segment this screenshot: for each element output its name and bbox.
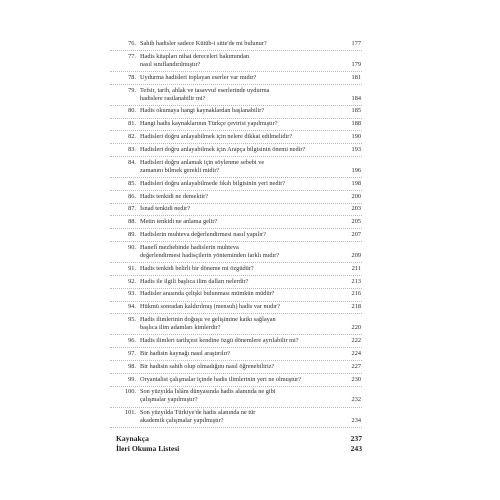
entry-page-number: 222 bbox=[351, 337, 361, 344]
entry-number: 99. bbox=[128, 375, 136, 383]
entry-page-number: 232 bbox=[351, 396, 361, 404]
entry-page-number: 220 bbox=[351, 324, 361, 332]
entry-divider bbox=[110, 241, 362, 242]
entry-title bbox=[140, 231, 330, 239]
entry-title bbox=[140, 133, 330, 141]
entry-title bbox=[140, 376, 330, 384]
entry-divider bbox=[110, 301, 362, 302]
entry-title bbox=[140, 388, 330, 404]
entry-title-line: Tefsir, tarih, ahlak ve tasavvuf eserlerinde uydurma bbox=[140, 86, 270, 94]
entry-divider bbox=[110, 156, 362, 157]
entry-page-number: 200 bbox=[351, 192, 361, 200]
entry-page-number: 185 bbox=[351, 107, 361, 115]
entry-divider bbox=[110, 71, 362, 72]
entry-title-line: Uydurma hadisleri toplayan eserler var mıdır? bbox=[140, 73, 257, 81]
entry-title bbox=[140, 337, 330, 345]
entry-divider bbox=[110, 84, 362, 85]
entry-number: 87. bbox=[128, 205, 136, 213]
entry-title bbox=[140, 87, 330, 103]
entry-title-line: Hadis kitapları nihai dereceleri bakımından bbox=[140, 52, 250, 60]
entry-divider bbox=[110, 407, 362, 408]
entry-divider bbox=[110, 228, 362, 229]
entry-page-number: 227 bbox=[351, 362, 361, 370]
entry-title bbox=[140, 146, 330, 154]
entry-title-line: Hadis tenkidi belirli bir döneme mi özgüdür? bbox=[140, 264, 254, 272]
entry-title bbox=[140, 363, 330, 371]
entry-divider bbox=[110, 334, 362, 335]
entry-title-line: Son yüzyılda İslâm dünyasında hadis alanında ne gibi bbox=[140, 388, 276, 396]
section-title: Kaynakça bbox=[116, 434, 149, 444]
entry-divider bbox=[110, 313, 362, 314]
entry-number: 90. bbox=[128, 243, 136, 251]
entry-number: 97. bbox=[128, 349, 136, 357]
entry-title bbox=[140, 350, 330, 358]
entry-title-line: Hadisleri doğru anlayabilmede fıkıh bilgisinin yeri nedir? bbox=[140, 179, 286, 187]
entry-divider bbox=[110, 373, 362, 374]
entry-title-line: değerlendirmesi hadisçilerin yönteminden farklı mıdır? bbox=[140, 251, 280, 259]
entry-divider bbox=[110, 105, 362, 106]
entry-title-line: akademik çalışmalar yapılmıştır? bbox=[140, 417, 224, 425]
entry-number: 77. bbox=[128, 52, 136, 60]
entry-title-line: Hadis okumaya hangi kaynaklardan başlanabilir? bbox=[140, 107, 265, 115]
entry-number: 94. bbox=[128, 303, 136, 311]
entry-number: 79. bbox=[128, 86, 136, 94]
entry-title bbox=[140, 218, 330, 226]
entry-page-number: 188 bbox=[351, 120, 361, 128]
entry-page-number: 211 bbox=[351, 264, 361, 272]
entry-number: 100. bbox=[124, 388, 136, 396]
entry-title-line: Hadislerin muhteva değerlendirmesi nasıl yapılır? bbox=[140, 231, 266, 239]
entry-title bbox=[140, 244, 330, 260]
entry-number: 96. bbox=[128, 337, 136, 344]
entry-number: 83. bbox=[128, 145, 136, 153]
entry-number: 84. bbox=[128, 158, 136, 166]
entry-title-line: Hadis ilimlerinin doğuşu ve gelişimine katkı sağlayan bbox=[140, 316, 276, 324]
entry-title-line: nasıl sınıflandırılmıştır? bbox=[140, 60, 201, 68]
entry-divider bbox=[110, 130, 362, 131]
entry-number: 80. bbox=[128, 107, 136, 115]
entry-page-number: 209 bbox=[351, 251, 361, 259]
entry-divider bbox=[110, 177, 362, 178]
entry-title bbox=[140, 316, 330, 332]
entry-number: 82. bbox=[128, 133, 136, 141]
entry-page-number: 234 bbox=[351, 417, 361, 425]
entry-page-number: 181 bbox=[351, 73, 361, 81]
entry-title-line: Son yüzyılda Türkiye'de hadis alanında ne tür bbox=[140, 409, 256, 417]
entry-title bbox=[140, 53, 330, 69]
entry-page-number: 224 bbox=[351, 349, 361, 357]
entry-divider bbox=[110, 50, 362, 51]
entry-number: 86. bbox=[128, 192, 136, 200]
entry-divider bbox=[110, 360, 362, 361]
entry-number: 81. bbox=[128, 120, 136, 128]
entry-page-number: 193 bbox=[351, 145, 361, 153]
entry-page-number: 216 bbox=[351, 290, 361, 298]
entry-title-line: çalışmalar yapılmıştır? bbox=[140, 396, 198, 404]
entry-title-line: zamanını bilmek gerekli midir? bbox=[140, 166, 220, 174]
entry-title bbox=[140, 205, 330, 213]
entry-title-line: Metin tenkidi ne anlama gelir? bbox=[140, 218, 218, 226]
section-title: İleri Okuma Listesi bbox=[116, 444, 180, 454]
entry-title-line: Sahih hadisler sadece Kütüb-i sitte'de mi bulunur? bbox=[140, 40, 267, 47]
entry-title-line: başlıca ilim adamları kimlerdir? bbox=[140, 324, 221, 332]
entry-page-number: 213 bbox=[351, 277, 361, 285]
entry-number: 95. bbox=[128, 316, 136, 324]
entry-title bbox=[140, 193, 330, 201]
entry-divider bbox=[110, 118, 362, 119]
entry-page-number: 196 bbox=[351, 166, 361, 174]
entry-divider bbox=[110, 215, 362, 216]
entry-title-line: Hangi hadis kaynaklarının Türkçe çevirisi yapılmıştır? bbox=[140, 120, 278, 128]
entry-title-line: Bir hadisin sahih olup olmadığını nasıl öğrenebiliriz? bbox=[140, 362, 275, 370]
entry-number: 101. bbox=[124, 409, 136, 417]
entry-number: 89. bbox=[128, 231, 136, 239]
entry-divider bbox=[110, 262, 362, 263]
entry-divider bbox=[110, 275, 362, 276]
entry-page-number: 177 bbox=[351, 40, 361, 47]
entry-number: 93. bbox=[128, 290, 136, 298]
section-page-number: 243 bbox=[350, 444, 362, 454]
entry-title-line: Hadisler arasında çelişki bulunması mümkün müdür? bbox=[140, 290, 275, 298]
entry-divider bbox=[110, 203, 362, 204]
entry-page-number: 203 bbox=[351, 205, 361, 213]
entry-page-number: 190 bbox=[351, 133, 361, 141]
entry-title-line: Hanefî mezhebinde hadislerin muhteva bbox=[140, 243, 239, 251]
entry-title-line: Hadisleri doğru anlamak için söylenme sebebi ve bbox=[140, 158, 265, 166]
entry-title-line: Hadisleri doğru anlayabilmek için Arapça bilgisinin önemi nedir? bbox=[140, 145, 306, 153]
entry-title bbox=[140, 290, 330, 298]
entry-title-line: Hadisleri doğru anlayabilmek için nelere dikkat edilmelidir? bbox=[140, 133, 293, 141]
entry-title bbox=[140, 303, 330, 311]
entry-title bbox=[140, 120, 330, 128]
section-page-number: 237 bbox=[350, 434, 362, 444]
entry-divider bbox=[110, 386, 362, 387]
entry-title-line: Hadis tenkidi ne demektir? bbox=[140, 192, 209, 200]
entry-divider bbox=[110, 427, 362, 428]
entry-number: 98. bbox=[128, 362, 136, 370]
entry-title bbox=[140, 278, 330, 286]
entry-number: 88. bbox=[128, 218, 136, 226]
entry-number: 76. bbox=[128, 40, 136, 47]
entry-title bbox=[140, 40, 330, 48]
entry-page-number: 179 bbox=[351, 60, 361, 68]
entry-page-number: 207 bbox=[351, 231, 361, 239]
entry-page-number: 205 bbox=[351, 218, 361, 226]
entry-number: 78. bbox=[128, 73, 136, 81]
entry-title bbox=[140, 74, 330, 82]
entry-title-line: Hadis ile ilgili başlıca ilim dalları nelerdir? bbox=[140, 277, 249, 285]
entry-page-number: 198 bbox=[351, 179, 361, 187]
entry-title-line: Hadis ilimleri tarihçesi kendine özgü dönemlere ayrılabilir mi? bbox=[140, 337, 299, 344]
entry-title bbox=[140, 180, 330, 188]
entry-title-line: Oryantalist çalışmalar içinde hadis ilimlerinin yeri ne olmuştur? bbox=[140, 375, 302, 383]
entry-divider bbox=[110, 347, 362, 348]
entry-title bbox=[140, 107, 330, 115]
entry-title-line: Bir hadisin kaynağı nasıl araştırılır? bbox=[140, 349, 231, 357]
entry-page-number: 230 bbox=[351, 375, 361, 383]
entry-title bbox=[140, 159, 330, 175]
entry-number: 92. bbox=[128, 277, 136, 285]
entry-number: 85. bbox=[128, 179, 136, 187]
entry-title-line: hadislere rastlanabilir mi? bbox=[140, 94, 206, 102]
entry-title bbox=[140, 265, 330, 273]
entry-title-line: İsnad tenkidi nedir? bbox=[140, 205, 191, 213]
entry-divider bbox=[110, 143, 362, 144]
entry-page-number: 218 bbox=[351, 303, 361, 311]
entry-title bbox=[140, 409, 330, 425]
entry-page-number: 184 bbox=[351, 94, 361, 102]
entry-number: 91. bbox=[128, 264, 136, 272]
entry-title-line: Hükmü sonradan kaldırılmış (mensuh) hadis var mıdır? bbox=[140, 303, 280, 311]
entry-divider bbox=[110, 190, 362, 191]
entry-divider bbox=[110, 288, 362, 289]
